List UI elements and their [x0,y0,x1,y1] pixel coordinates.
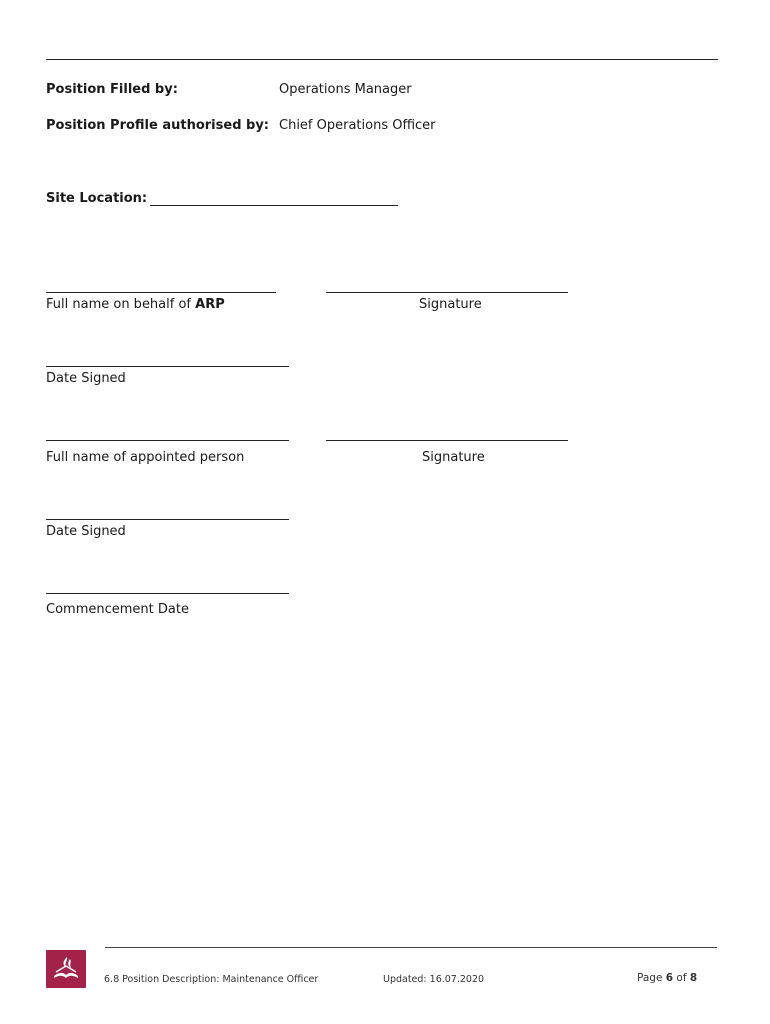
date-signed-line-1[interactable] [46,366,289,367]
arp-signature-label: Signature [419,297,482,312]
date-signed-line-2[interactable] [46,519,289,520]
page-of: of [673,972,690,984]
footer-doc-title: 6.8 Position Description: Maintenance Officer [104,974,319,985]
arp-name-label [46,297,225,312]
appointed-name-line[interactable] [46,440,289,441]
appointed-name-label: Full name of appointed person [46,450,245,465]
site-location-line[interactable] [150,205,398,206]
arp-signature-line[interactable] [326,292,568,293]
position-filled-by-value: Operations Manager [279,82,412,97]
position-filled-by-label: Position Filled by: [46,82,178,97]
arp-name-bold: ARP [195,297,225,312]
page-current: 6 [665,972,674,984]
arp-name-line[interactable] [46,292,276,293]
header-rule [46,59,718,60]
church-logo-icon [46,950,86,988]
date-signed-label-1: Date Signed [46,371,126,386]
arp-name-prefix: Full name on behalf of [46,297,196,312]
commencement-label: Commencement Date [46,602,189,617]
commencement-line[interactable] [46,593,289,594]
footer-page-number [637,972,697,984]
footer-rule [105,947,717,948]
page-prefix: Page [637,972,666,984]
appointed-signature-line[interactable] [326,440,568,441]
page-total: 8 [689,972,698,984]
position-authorised-value: Chief Operations Officer [279,118,436,133]
appointed-signature-label: Signature [422,450,485,465]
site-location-label: Site Location: [46,191,148,206]
date-signed-label-2: Date Signed [46,524,126,539]
position-authorised-label: Position Profile authorised by: [46,118,269,133]
footer-updated: Updated: 16.07.2020 [383,974,485,985]
